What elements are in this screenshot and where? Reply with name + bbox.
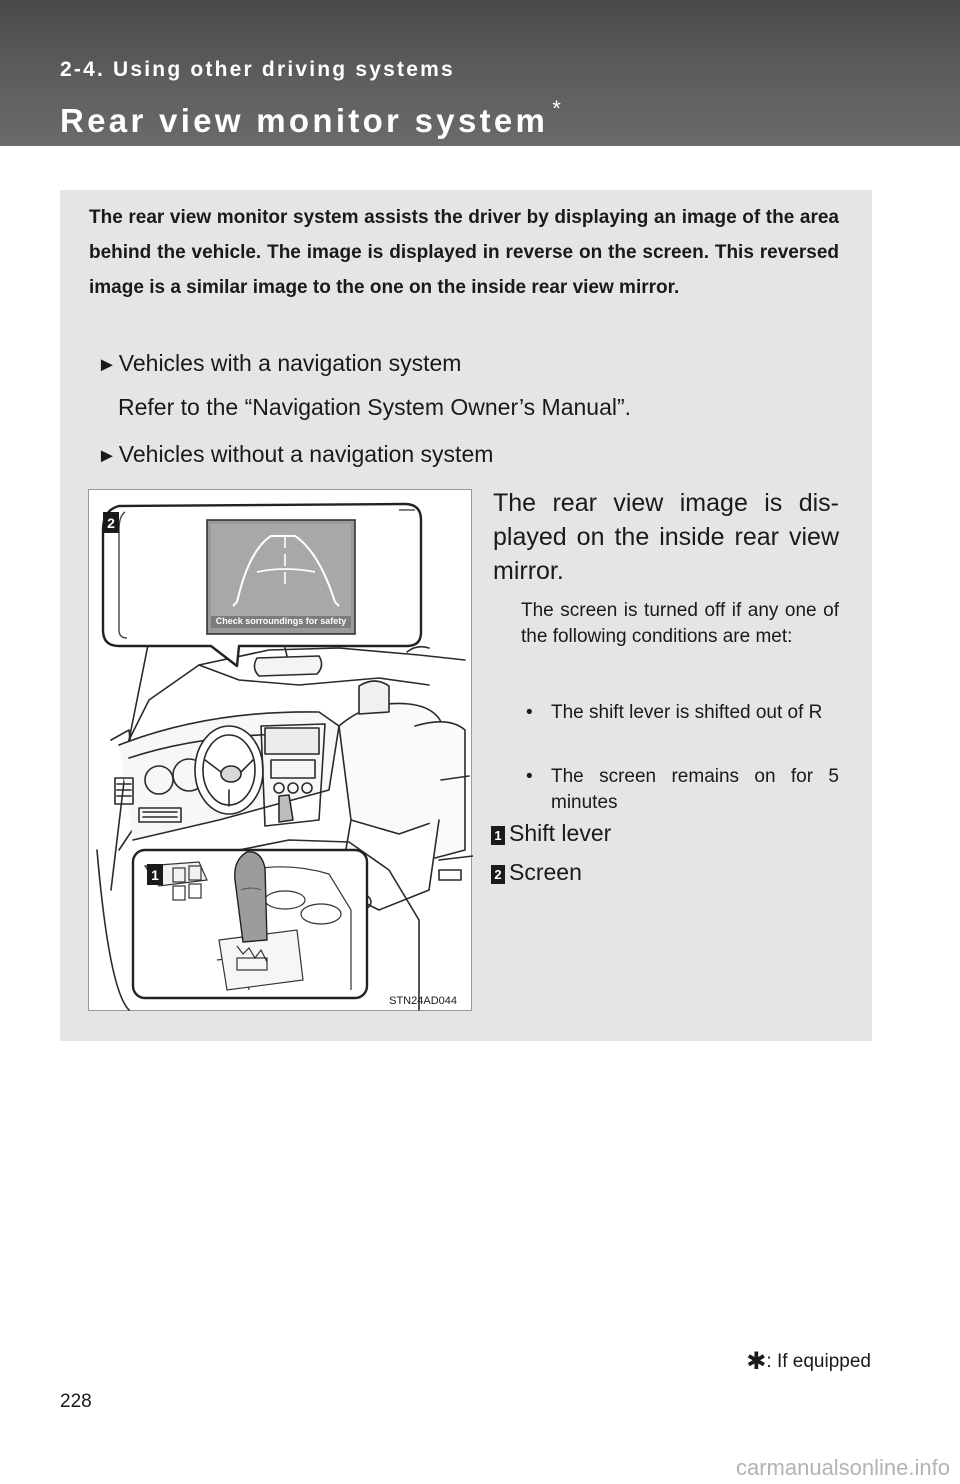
shift-lever-inset — [133, 850, 367, 998]
legend-label: Shift lever — [509, 820, 612, 846]
page-title — [60, 96, 564, 140]
callout-2-label: 2 — [107, 515, 115, 531]
screen-message: Check sorroundings for safety — [215, 616, 347, 626]
legend-number-badge: 1 — [491, 826, 505, 845]
bullet-dot-icon: • — [526, 702, 533, 723]
legend-item-shift-lever — [491, 820, 611, 847]
option-navigation-detail: Refer to the “Navigation System Owner’s Manual”. — [118, 394, 632, 420]
triangle-bullet-icon: ► — [97, 445, 117, 467]
condition-item — [521, 700, 839, 726]
condition-text: The screen remains on for 5 minutes — [551, 766, 839, 813]
intro-text: The rear view monitor system assists the driver by displaying an image of the area behind the vehicle. The image is displayed in reverse on the screen. This reversed image is a similar image to the one on the inside rear view mirror. — [89, 207, 839, 298]
description-text: The rear view image is dis-played on the inside rear view mirror. — [493, 489, 839, 585]
section-header — [0, 0, 960, 146]
triangle-bullet-icon: ► — [97, 354, 117, 376]
cabin-drawing — [89, 490, 473, 1012]
cabin-illustration — [88, 489, 472, 1011]
content-panel — [60, 190, 872, 1041]
footnote — [746, 1347, 871, 1376]
illustration-code: STN24AD044 — [389, 995, 457, 1007]
condition-note: The screen is turned off if any one of the following conditions are met: — [521, 600, 839, 647]
option-label: Vehicles with a navigation system — [118, 350, 462, 376]
asterisk-icon: ✱ — [746, 1348, 767, 1375]
bullet-dot-icon: • — [526, 766, 533, 787]
watermark: carmanualsonline.info — [735, 1455, 950, 1480]
page-number: 228 — [60, 1391, 92, 1412]
section-label: 2-4. Using other driving systems — [60, 58, 455, 81]
legend-label: Screen — [509, 859, 582, 885]
page-title-text: Rear view monitor system — [60, 102, 549, 139]
option-navigation — [97, 350, 461, 377]
legend-number-badge: 2 — [491, 865, 505, 884]
option-no-navigation — [97, 441, 493, 468]
condition-item — [521, 764, 839, 816]
if-equipped-mark: * — [552, 96, 565, 121]
condition-text: The shift lever is shifted out of R — [551, 702, 823, 723]
option-label: Vehicles without a navigation system — [118, 441, 494, 467]
legend-item-screen — [491, 859, 582, 886]
screen-callout — [103, 504, 421, 666]
footnote-text: : If equipped — [766, 1351, 871, 1372]
callout-1-label: 1 — [151, 867, 159, 883]
